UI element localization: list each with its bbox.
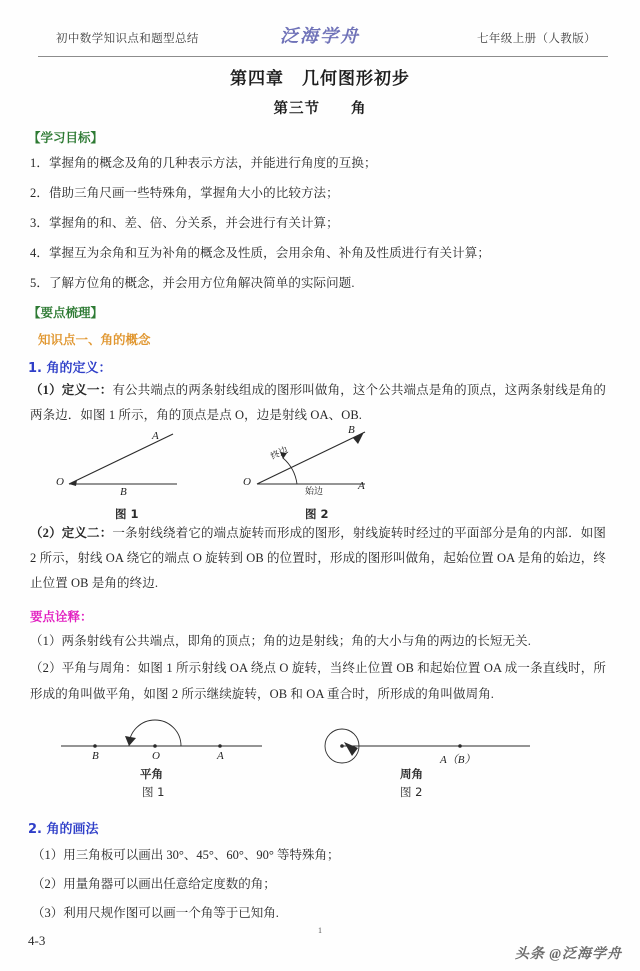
fig2-upper-label: B: [348, 424, 355, 436]
note-item-2: （2）平角与周角：如图 1 所示射线 OA 绕点 O 旋转，当终止位置 OB 和起始位置 OA 成一条直线时，所形成的角叫做平角，如图 2 所示继续旋转，OB 和 OA 重合时，所形成的角叫做周角.: [30, 661, 606, 701]
watermark-text: 头条 @泛海学舟: [514, 947, 622, 962]
figure-angle-aob: [55, 428, 215, 498]
header-divider: [38, 56, 608, 57]
round-angle-caption: 图 2: [400, 785, 423, 799]
objectives-heading: 【学习目标】: [28, 130, 104, 145]
fig2-lower-label: A: [358, 480, 365, 492]
round-vertex-dot-icon: [340, 744, 344, 748]
definition-one-text: 有公共端点的两条射线组成的图形叫做角，这个公共端点是角的顶点，这两条射线是角的两条边．如图 1 所示，角的顶点是点 O，边是射线 OA、OB.: [30, 383, 607, 422]
definition-two-text: 一条射线绕着它的端点旋转而形成的图形，射线旋转时经过的平面部分是角的内部．如图 2 所示，射线 OA 绕它的端点 O 旋转到 OB 的位置时，形成的图形叫做角，起始位置 OA 是角的始边，终止位置 OB 是角的终边.: [30, 526, 607, 590]
straight-left-label: B: [92, 750, 99, 762]
round-point-label: A（B）: [440, 754, 476, 766]
point-b-dot-icon: [93, 744, 97, 748]
fig1-upper-label: A: [152, 430, 159, 442]
point-o-dot-icon: [153, 744, 157, 748]
round-angle-name: 周角: [400, 767, 423, 781]
fig2-terminal-side-label: 终边: [269, 445, 290, 463]
straight-angle-caption: 图 1: [142, 785, 165, 799]
footer-section-number: 4-3: [28, 933, 46, 948]
page-header: [38, 22, 602, 56]
review-heading: 【要点梳理】: [28, 305, 104, 320]
fig1-vertex-label: O: [56, 476, 64, 488]
fig2-vertex-label: O: [243, 476, 251, 488]
round-point-dot-icon: [458, 744, 462, 748]
brand-logo: 泛海学舟: [280, 26, 360, 46]
straight-arrowhead-icon: [125, 736, 136, 746]
note-item-1: （1）两条射线有公共端点，即角的顶点；角的边是射线；角的大小与角的两边的长短无关.: [30, 634, 531, 648]
figure-band-bottom: [0, 718, 640, 798]
section-title: 第三节 角: [273, 101, 367, 117]
drawing-method-item-2: （2）用量角器可以画出任意给定度数的角；: [32, 877, 276, 891]
angle-definition-heading: 1. 角的定义：: [28, 361, 112, 376]
figure-rotation-angle: [245, 428, 405, 498]
objective-item-1: 1．掌握角的概念及角的几种表示方法，并能进行角度的互换；: [30, 156, 377, 170]
objective-item-4: 4．掌握互为余角和互为补角的概念及性质，会用余角、补角及性质进行有关计算；: [30, 246, 490, 260]
objective-item-3: 3．掌握角的和、差、倍、分关系，并会进行有关计算；: [30, 216, 339, 230]
straight-vertex-label: O: [152, 750, 160, 762]
knowledge-point-heading: 知识点一、角的概念: [38, 332, 151, 347]
definition-one-label: （1）定义一：: [30, 383, 113, 397]
fig1-caption: 图 1: [115, 507, 139, 521]
straight-right-label: A: [217, 750, 224, 762]
fig2-initial-side-label: 始边: [305, 487, 324, 497]
footer-page-number: 1: [318, 926, 322, 935]
figure-band-top: [0, 424, 640, 521]
drawing-methods-heading: 2. 角的画法: [28, 822, 99, 837]
objective-item-5: 5．了解方位角的概念，并会用方位角解决简单的实际问题.: [30, 276, 355, 290]
drawing-method-item-3: （3）利用尺规作图可以画一个角等于已知角.: [32, 906, 279, 920]
point-a-dot-icon: [218, 744, 222, 748]
figure-straight-angle: [57, 718, 272, 766]
round-arrowhead-icon: [344, 742, 358, 756]
objective-item-2: 2．借助三角尺画一些特殊角，掌握角大小的比较方法；: [30, 186, 339, 200]
header-left-text: 初中数学知识点和题型总结: [56, 33, 199, 45]
notes-heading: 要点诠释：: [30, 609, 93, 624]
straight-angle-name: 平角: [140, 767, 163, 781]
drawing-method-item-1: （1）用三角板可以画出 30°、45°、60°、90° 等特殊角；: [32, 848, 340, 862]
figure-round-angle: [312, 718, 542, 766]
header-right-text: 七年级上册（人教版）: [477, 33, 596, 45]
definition-one-paragraph: [30, 378, 606, 428]
chapter-title: 第四章 几何图形初步: [230, 69, 410, 89]
definition-two-paragraph: [30, 521, 606, 596]
definition-two-label: （2）定义二：: [30, 526, 113, 540]
fig2-caption: 图 2: [305, 507, 329, 521]
fig1-lower-label: B: [120, 486, 127, 498]
